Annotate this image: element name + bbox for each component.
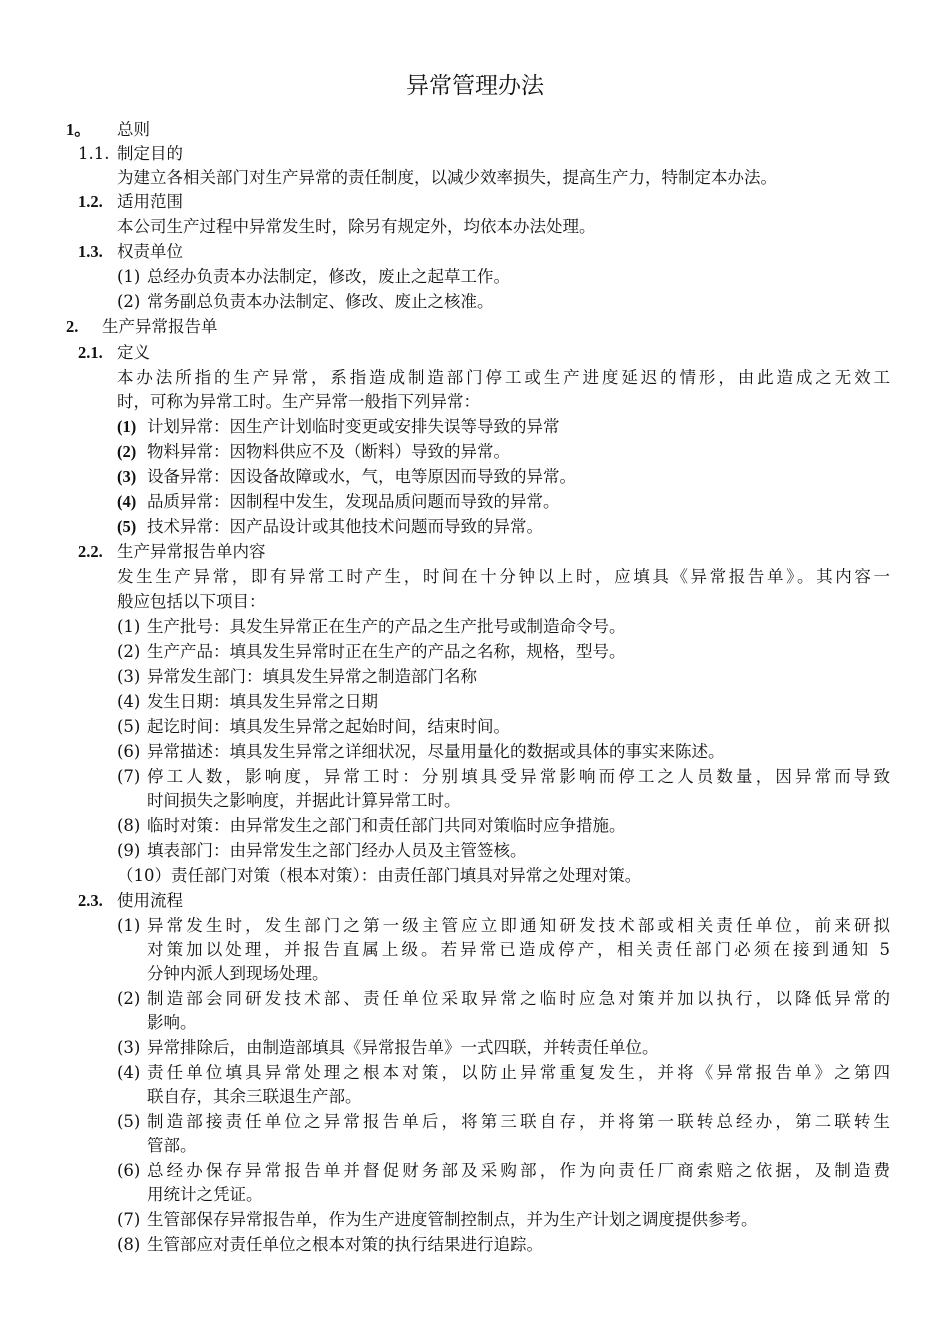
line-text: 使用流程 bbox=[117, 891, 183, 910]
line-text: 停工人数，影响度，异常工时：分别填具受异常影响而停工之人员数量，因异常而导致 bbox=[147, 767, 890, 786]
text-line bbox=[0, 390, 890, 414]
line-text: 计划异常：因生产计划临时变更或安排失误等导致的异常 bbox=[147, 417, 560, 436]
line-text: 生产异常报告单内容 bbox=[117, 542, 266, 561]
text-line bbox=[0, 366, 890, 390]
text-line bbox=[0, 118, 890, 142]
text-line bbox=[0, 690, 890, 714]
text-line bbox=[0, 864, 890, 888]
line-text: 总经办负责本办法制定，修改，废止之起草工作。 bbox=[147, 267, 510, 286]
line-text: 发生生产异常，即有异常工时产生，时间在十分钟以上时，应填具《异常报告单》。其内容一 bbox=[117, 567, 890, 586]
item-number: (5) bbox=[117, 517, 137, 536]
item-number: 1.1. bbox=[78, 144, 110, 163]
text-line bbox=[0, 142, 890, 166]
text-line bbox=[0, 839, 890, 863]
line-text: （10）责任部门对策（根本对策）：由责任部门填具对异常之处理对策。 bbox=[117, 866, 642, 885]
text-line bbox=[0, 490, 890, 514]
text-line bbox=[0, 515, 890, 539]
text-line bbox=[0, 962, 890, 986]
item-number: 1.3. bbox=[78, 242, 103, 261]
text-line bbox=[0, 740, 890, 764]
item-number: (5) bbox=[117, 1112, 141, 1131]
text-line bbox=[0, 166, 890, 190]
text-line bbox=[0, 540, 890, 564]
text-line bbox=[0, 889, 890, 913]
line-text: 异常发生部门：填具发生异常之制造部门名称 bbox=[147, 667, 477, 686]
item-number: (2) bbox=[117, 292, 141, 311]
text-line bbox=[0, 290, 890, 314]
item-number: (3) bbox=[117, 1038, 141, 1057]
line-text: 起讫时间：填具发生异常之起始时间，结束时间。 bbox=[147, 717, 510, 736]
item-number: (2) bbox=[117, 642, 141, 661]
text-line bbox=[0, 914, 890, 938]
text-line bbox=[0, 1134, 890, 1158]
line-text: 发生日期：填具发生异常之日期 bbox=[147, 692, 378, 711]
item-number: (8) bbox=[117, 1235, 141, 1254]
line-text: 本公司生产过程中异常发生时，除另有规定外，均依本办法处理。 bbox=[117, 217, 596, 236]
text-line bbox=[0, 565, 890, 589]
line-text: 影响。 bbox=[147, 1013, 197, 1032]
text-line bbox=[0, 315, 890, 339]
text-line bbox=[0, 1208, 890, 1232]
line-text: 对策加以处理，并报告直属上级。若异常已造成停产，相关责任部门必须在接到通知 5 bbox=[147, 940, 890, 959]
item-number: (3) bbox=[117, 467, 137, 486]
line-text: 生产批号：具发生异常正在生产的产品之生产批号或制造命令号。 bbox=[147, 617, 626, 636]
line-text: 制造部接责任单位之异常报告单后，将第三联自存，并将第一联转总经办，第二联转生 bbox=[147, 1112, 890, 1131]
item-number: (1) bbox=[117, 267, 141, 286]
line-text: 生产异常报告单 bbox=[102, 317, 218, 336]
text-line bbox=[0, 240, 890, 264]
text-line bbox=[0, 341, 890, 365]
item-number: (1) bbox=[117, 916, 141, 935]
line-text: 生管部应对责任单位之根本对策的执行结果进行追踪。 bbox=[147, 1235, 543, 1254]
line-text: 本办法所指的生产异常，系指造成制造部门停工或生产进度延迟的情形，由此造成之无效工 bbox=[117, 368, 890, 387]
text-line bbox=[0, 415, 890, 439]
line-text: 分钟内派人到现场处理。 bbox=[147, 964, 329, 983]
item-number: (9) bbox=[117, 841, 141, 860]
item-number: (6) bbox=[117, 1161, 141, 1180]
line-text: 异常排除后，由制造部填具《异常报告单》一式四联，并转责任单位。 bbox=[147, 1038, 659, 1057]
item-number: (4) bbox=[117, 1063, 141, 1082]
item-number: (1) bbox=[117, 617, 141, 636]
line-text: 总经办保存异常报告单并督促财务部及采购部，作为向责任厂商索赔之依据，及制造费 bbox=[147, 1161, 890, 1180]
item-number: 2. bbox=[66, 317, 79, 336]
line-text: 技术异常：因产品设计或其他技术问题而导致的异常。 bbox=[147, 517, 543, 536]
line-text: 时，可称为异常工时。生产异常一般指下列异常： bbox=[117, 392, 480, 411]
item-number: (1) bbox=[117, 417, 137, 436]
line-text: 填表部门：由异常发生之部门经办人员及主管签核。 bbox=[147, 841, 527, 860]
text-line bbox=[0, 665, 890, 689]
text-line bbox=[0, 765, 890, 789]
item-number: 1.2. bbox=[78, 192, 103, 211]
item-number: (2) bbox=[117, 442, 137, 461]
item-number: (7) bbox=[117, 767, 141, 786]
item-number: (4) bbox=[117, 492, 137, 511]
text-line bbox=[0, 987, 890, 1011]
item-number: 1。 bbox=[66, 120, 91, 139]
item-number: (3) bbox=[117, 667, 141, 686]
text-line bbox=[0, 1061, 890, 1085]
text-line bbox=[0, 1011, 890, 1035]
line-text: 生产产品：填具发生异常时正在生产的产品之名称，规格，型号。 bbox=[147, 642, 626, 661]
line-text: 临时对策：由异常发生之部门和责任部门共同对策临时应争措施。 bbox=[147, 816, 626, 835]
line-text: 常务副总负责本办法制定、修改、废止之核准。 bbox=[147, 292, 494, 311]
text-line bbox=[0, 190, 890, 214]
line-text: 责任单位填具异常处理之根本对策，以防止异常重复发生，并将《异常报告单》之第四 bbox=[147, 1063, 890, 1082]
line-text: 般应包括以下项目： bbox=[117, 592, 266, 611]
item-number: (6) bbox=[117, 742, 141, 761]
line-text: 制定目的 bbox=[117, 144, 183, 163]
text-line bbox=[0, 1110, 890, 1134]
text-line bbox=[0, 1036, 890, 1060]
line-text: 管部。 bbox=[147, 1136, 197, 1155]
line-text: 权责单位 bbox=[117, 242, 183, 261]
text-line bbox=[0, 814, 890, 838]
text-line bbox=[0, 215, 890, 239]
item-number: (8) bbox=[117, 816, 141, 835]
text-line bbox=[0, 265, 890, 289]
line-text: 物料异常：因物料供应不及（断料）导致的异常。 bbox=[147, 442, 510, 461]
item-number: (2) bbox=[117, 989, 141, 1008]
line-text: 设备异常：因设备故障或水，气，电等原因而导致的异常。 bbox=[147, 467, 576, 486]
line-text: 品质异常：因制程中发生，发现品质问题而导致的异常。 bbox=[147, 492, 560, 511]
line-text: 为建立各相关部门对生产异常的责任制度，以减少效率损失，提高生产力，特制定本办法。 bbox=[117, 168, 777, 187]
item-number: 2.1. bbox=[78, 343, 103, 362]
text-line bbox=[0, 1159, 890, 1183]
text-line bbox=[0, 640, 890, 664]
line-text: 定义 bbox=[117, 343, 150, 362]
line-text: 生管部保存异常报告单，作为生产进度管制控制点，并为生产计划之调度提供参考。 bbox=[147, 1210, 758, 1229]
text-line bbox=[0, 465, 890, 489]
item-number: 2.3. bbox=[78, 891, 103, 910]
text-line bbox=[0, 789, 890, 813]
text-line bbox=[0, 938, 890, 962]
line-text: 联自存，其余三联退生产部。 bbox=[147, 1087, 362, 1106]
item-number: (7) bbox=[117, 1210, 141, 1229]
line-text: 用统计之凭证。 bbox=[147, 1185, 263, 1204]
line-text: 制造部会同研发技术部、责任单位采取异常之临时应急对策并加以执行，以降低异常的 bbox=[147, 989, 890, 1008]
line-text: 异常描述：填具发生异常之详细状况，尽量用量化的数据或具体的事实来陈述。 bbox=[147, 742, 725, 761]
item-number: 2.2. bbox=[78, 542, 103, 561]
text-line bbox=[0, 715, 890, 739]
text-line bbox=[0, 1233, 890, 1257]
text-line bbox=[0, 590, 890, 614]
line-text: 时间损失之影响度，并据此计算异常工时。 bbox=[147, 791, 461, 810]
line-text: 异常发生时，发生部门之第一级主管应立即通知研发技术部或相关责任单位，前来研拟 bbox=[147, 916, 890, 935]
text-line bbox=[0, 440, 890, 464]
line-text: 适用范围 bbox=[117, 192, 183, 211]
line-text: 总则 bbox=[117, 120, 150, 139]
item-number: (5) bbox=[117, 717, 141, 736]
text-line bbox=[0, 615, 890, 639]
item-number: (4) bbox=[117, 692, 141, 711]
text-line bbox=[0, 1085, 890, 1109]
text-line bbox=[0, 1183, 890, 1207]
document-title: 异常管理办法 bbox=[406, 73, 544, 99]
